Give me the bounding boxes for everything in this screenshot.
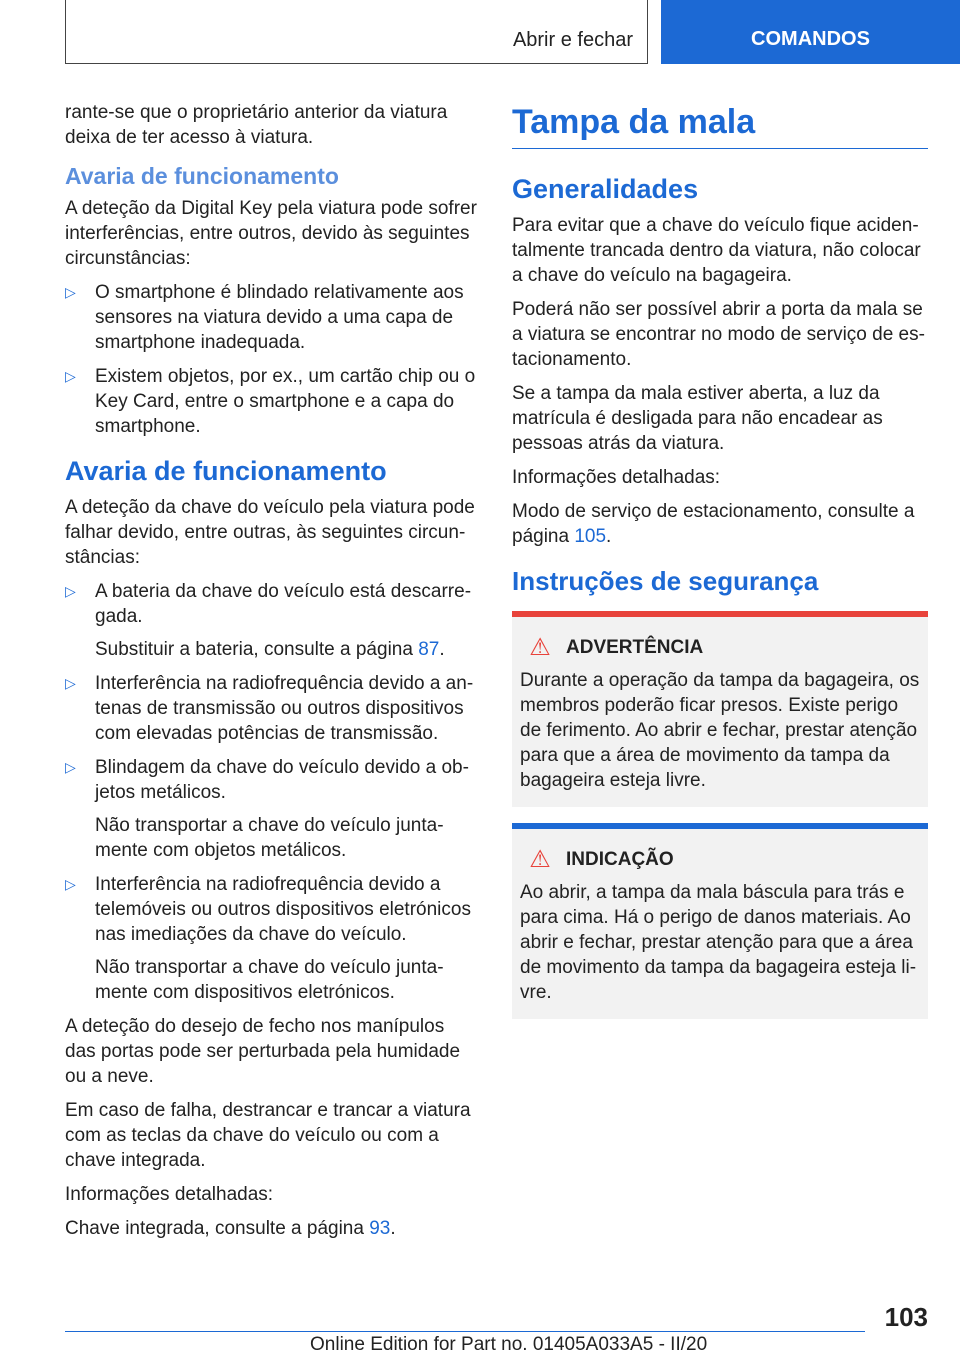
note-text: Ao abrir, a tampa da mala báscula para trás e para cima. Há o perigo de danos materiais. Ao abrir e fechar, prestar atenção para que a área de movimento da tampa da bagageira esteja livre. xyxy=(520,882,917,1003)
door-handle-paragraph: A deteção do desejo de fecho nos manípulos das portas pode ser perturbada pela humidade ou a neve. xyxy=(65,1016,461,1087)
list-item-subtext: Não transportar a chave do veículo juntamente com objetos metálicos. xyxy=(95,815,444,861)
list-item: ▷ O smartphone é blindado relativamente aos sensores na viatura devido a uma capa de smartphone inadequada. xyxy=(65,282,464,353)
details-label: Informações detalhadas: xyxy=(65,1184,274,1205)
general-paragraph-2: Poderá não ser possível abrir a porta da mala se a viatura se encontrar no modo de serviço de estacionamento. xyxy=(512,299,925,370)
triangle-right-icon: ▷ xyxy=(65,284,76,300)
triangle-right-icon: ▷ xyxy=(65,675,76,691)
footer-edition: Online Edition for Part no. 01405A033A5 - II/20 xyxy=(310,1334,708,1355)
section-heading-general: Generalidades xyxy=(512,174,699,204)
warning-title: ADVERTÊNCIA xyxy=(566,637,704,658)
list-item: ▷ A bateria da chave do veículo está descarregada. Substituir a bateria, consulte a página 87. xyxy=(65,579,480,662)
details-label: Informações detalhadas: xyxy=(512,467,721,488)
triangle-right-icon: ▷ xyxy=(65,583,76,599)
intro-paragraph: rante-se que o proprietário anterior da viatura deixa de ter acesso à viatura. xyxy=(65,102,448,148)
right-column xyxy=(512,100,928,1035)
section-heading-safety: Instruções de segurança xyxy=(512,566,819,596)
general-paragraph-3: Se a tampa da mala estiver aberta, a luz da matrícula é desligada para não encadear as pessoas atrás da viatura. xyxy=(512,383,883,454)
page-number: 103 xyxy=(884,1302,928,1332)
list-item-subtext: Não transportar a chave do veículo juntamente com dispositivos eletrónicos. xyxy=(95,957,444,1003)
section-heading-key-fault: Avaria de funcionamento xyxy=(65,456,387,486)
list-item: ▷ Blindagem da chave do veículo devido a objetos metálicos. Não transportar a chave do veículo juntamente com objetos metálicos. xyxy=(65,755,480,863)
list-item-subtext: Substituir a bateria, consulte a página 87. xyxy=(95,639,445,660)
note-title: INDICAÇÃO xyxy=(566,849,674,870)
list-item: ▷ Interferência na radiofrequência devido a antenas de transmissão ou outros dispositivos com elevadas potências de transmissão. xyxy=(65,673,474,744)
page-link-105[interactable]: 105 xyxy=(574,526,607,547)
warning-triangle-icon: ⚠ xyxy=(529,846,551,873)
warning-text: Durante a operação da tampa da bagageira, os membros poderão ficar presos. Existe perigo de ferimento. Ao abrir e fechar, prestar atenção para que a área de movimento da tampa da bagageira esteja livre. xyxy=(520,670,920,791)
list-item: ▷ Existem objetos, por ex., um cartão chip ou o Key Card, entre o smartphone e a capa do smartphone. xyxy=(65,366,476,437)
general-paragraph-1: Para evitar que a chave do veículo fique acidentalmente trancada dentro da viatura, não colocar a chave do veículo na bagageira. xyxy=(512,215,921,286)
fallback-paragraph: Em caso de falha, destrancar e trancar a viatura com as teclas da chave do veículo ou com a chave integrada. xyxy=(65,1100,471,1171)
footer-divider xyxy=(65,1331,865,1332)
key-fault-text: A deteção da chave do veículo pela viatura pode falhar devido, entre outras, às seguintes circunstâncias: xyxy=(65,497,475,568)
header-section-title: Abrir e fechar xyxy=(512,29,633,51)
page-title: Tampa da mala xyxy=(512,102,928,149)
left-column xyxy=(65,100,480,1250)
key-fault-list xyxy=(65,579,480,1005)
page-link-87[interactable]: 87 xyxy=(418,639,440,660)
header-section-box xyxy=(65,0,648,64)
warning-box xyxy=(512,611,928,807)
triangle-right-icon: ▷ xyxy=(65,759,76,775)
triangle-right-icon: ▷ xyxy=(65,368,76,384)
section-heading-digital-key-fault: Avaria de funcionamento xyxy=(65,163,339,189)
digital-key-fault-text: A deteção da Digital Key pela viatura pode sofrer interferências, entre outros, devido às seguintes circunstâncias: xyxy=(65,198,477,269)
parking-service-ref: Modo de serviço de estacionamento, consulte a página 105. xyxy=(512,501,915,547)
list-item: ▷ Interferência na radiofrequência devido a telemóveis ou outros dispositivos eletrónicos nas imediações da chave do veículo. Não transportar a chave do veículo juntamente com dispositivos eletrónicos. xyxy=(65,872,480,1005)
header-chapter-tab: COMANDOS xyxy=(661,0,960,64)
page-link-93[interactable]: 93 xyxy=(369,1218,391,1239)
integrated-key-ref: Chave integrada, consulte a página 93. xyxy=(65,1218,396,1239)
note-box xyxy=(512,823,928,1019)
digital-key-fault-list xyxy=(65,280,480,439)
triangle-right-icon: ▷ xyxy=(65,876,76,892)
warning-triangle-icon: ⚠ xyxy=(529,634,551,661)
